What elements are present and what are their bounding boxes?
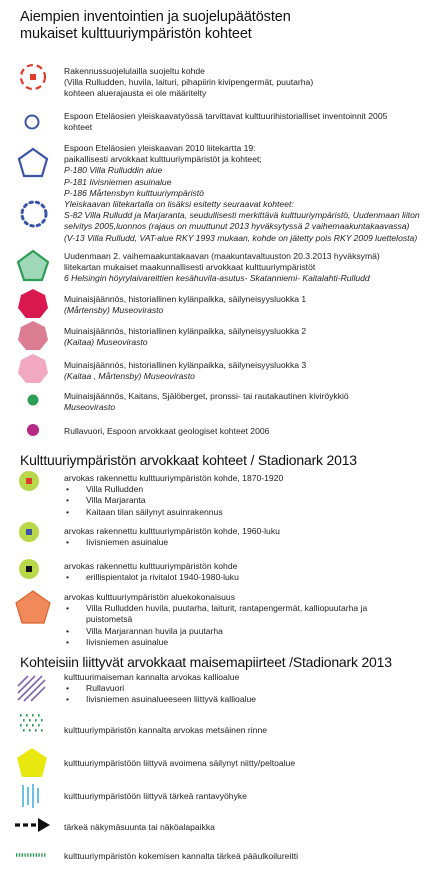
legend-item-built-1960s: [64, 526, 280, 548]
legend-text: (V-13 Villa Rulludd, VAT-alue RKY 1993 mukaan, kohde on jätetty pois RKY 2009 luettelosta): [64, 232, 418, 243]
legend-text: P-181 Iivisniemen asuinalue: [64, 176, 172, 187]
legend-item-village-class3: [64, 360, 306, 382]
legend-text: kohteet: [64, 122, 93, 133]
legend-bullet: • Villa Marjarannan huvila ja puutarha: [64, 626, 367, 637]
green-dot-grid-icon: [18, 712, 44, 734]
blue-ring-icon: [22, 112, 42, 132]
legend-text: Rakennussuojelulailla suojeltu kohde: [64, 66, 205, 76]
green-dot-icon: [25, 392, 41, 408]
legend-item-local-sites-2010: [64, 143, 262, 199]
legend-text: (Villa Rulludden, huvila, laituri, pihapiirin kivipengermät, puutarha): [64, 77, 314, 88]
legend-item-other-sites: [64, 199, 420, 244]
legend-text: kulttuurimaiseman kannalta arvokas kallioalue: [64, 672, 240, 682]
section3-title: Kohteisiin liittyvät arvokkaat maisemapiirteet /Stadionark 2013: [20, 654, 392, 670]
legend-item-meadow: [64, 758, 295, 769]
legend-item-geological: [64, 426, 269, 437]
legend-item-regional-plan: [64, 251, 380, 285]
legend-text: tärkeä näkymäsuunta tai näköalapaikka: [64, 822, 215, 832]
legend-text: kulttuuriympäristön kannalta arvokas metsäinen rinne: [64, 725, 268, 735]
lime-circle-blue-square-icon: [18, 521, 40, 543]
magenta-dot-icon: [25, 422, 41, 438]
legend-item-built-1870-1920: [64, 473, 283, 518]
legend-item-village-class1: [64, 294, 306, 316]
legend-bullet: • erillispientalot ja rivitalot 1940-1980-luku: [64, 572, 239, 583]
section2-title: Kulttuuriympäristön arvokkaat kohteet / Stadionark 2013: [20, 452, 357, 468]
cyan-vertical-lines-icon: [20, 783, 42, 809]
legend-item-built-houses: [64, 561, 239, 583]
legend-text: arvokas rakennettu kulttuuriympäristön kohde, 1960-luku: [64, 526, 280, 536]
legend-text: arvokas rakennettu kulttuuriympäristön kohde, 1870-1920: [64, 473, 284, 483]
legend-item-view-direction: [64, 822, 215, 833]
purple-hatch-icon: [16, 674, 46, 702]
legend-text: kulttuuriympäristön kokemisen kannalta tärkeä pääulkoilureitti: [64, 851, 299, 861]
lime-circle-red-square-icon: [18, 470, 40, 492]
legend-text: Espoon Eteläosien yleiskaavatyössä tarvittavat kulttuurihistorialliset inventoinnit 2005: [64, 111, 388, 121]
legend-item-inventory-2005: [64, 111, 387, 133]
section1-title-line2: mukaiset kulttuuriympäristön kohteet: [20, 26, 252, 42]
section1-title-line1: Aiempien inventointien ja suojelupäätösten: [20, 9, 291, 25]
legend-bullet: • Kaitaan tilan säilynyt asuinrakennus: [64, 507, 283, 518]
legend-text: (Kaitaa) Museovirasto: [64, 337, 148, 348]
legend-text: S-82 Villa Rulludd ja Marjaranta, seudullisesti merkittävä kulttuuriympäristö, Uudenmaan liiton: [64, 210, 420, 221]
lime-circle-black-square-icon: [18, 558, 40, 580]
legend-text: (Mårtensby) Museovirasto: [64, 305, 164, 316]
section1-title: [20, 9, 291, 43]
legend-item-rock-area: [64, 672, 256, 706]
legend-item-village-class2: [64, 326, 306, 348]
legend-text: paikallisesti arvokkaat kulttuuriympäristöt ja kohteet;: [64, 154, 262, 165]
legend-bullet: • Iivisniemen asuinalueeseen liittyvä kallioalue: [64, 694, 256, 705]
red-dashed-circle-icon: [18, 62, 48, 92]
legend-text: Muinaisjäännös, historiallinen kylänpaikka, säilyneisyysluokka 1: [64, 294, 307, 304]
yellow-pentagon-icon: [14, 746, 50, 780]
pink-heptagon-icon: [17, 353, 49, 385]
legend-text: Yleiskaavan liitekartalla on lisäksi esitetty seuraavat kohteet:: [64, 199, 294, 209]
orange-pentagon-icon: [13, 588, 53, 628]
blue-pentagon-outline-icon: [16, 146, 50, 180]
legend-text: Espoon Eteläosien yleiskaavan 2010 liitekartta 19:: [64, 143, 256, 153]
legend-text: arvokas rakennettu kulttuuriympäristön kohde: [64, 561, 238, 571]
legend-item-protected-building: [64, 66, 313, 100]
legend-text: Muinaisjäännös, historiallinen kylänpaikka, säilyneisyysluokka 3: [64, 360, 307, 370]
legend-item-forest-slope: [64, 725, 267, 736]
legend-text: arvokas kulttuuriympäristön aluekokonaisuus: [64, 592, 236, 602]
legend-text: selvitys 2005,luonnos (rajaus on muuttunut 2013 hyväksytyssä 2 vaihemaakuntakaavassa): [64, 221, 410, 232]
legend-bullet-continuation: puistometsä: [86, 614, 133, 625]
legend-bullet: • Villa Marjaranta: [64, 495, 283, 506]
legend-item-shore-zone: [64, 791, 247, 802]
legend-bullet: • Iivisniemen asuinalue: [64, 537, 280, 548]
green-dashed-line-icon: [14, 850, 50, 860]
legend-text: Muinaisjäännös, Kaitans, Själöberget, pronssi- tai rautakautinen kiviröykkiö: [64, 391, 349, 401]
dashed-arrow-icon: [14, 816, 52, 834]
legend-text: (Kaitaa , Mårtensby) Museovirasto: [64, 371, 195, 382]
legend-text: Museovirasto: [64, 402, 116, 413]
legend-bullet: • Villa Rulludden huvila, puutarha, laiturit, rantapengermät, kalliopuutarha ja: [64, 603, 367, 614]
legend-text: Rullavuori, Espoon arvokkaat geologiset kohteet 2006: [64, 426, 270, 436]
legend-item-outdoor-route: [64, 851, 298, 862]
legend-text: 6 Helsingin höyrylaivareittien kesähuvila-asutus- Skatanniemi- Kaitalahti-Rulludd: [64, 273, 370, 284]
legend-text: P-186 Mårtensbyn kulttuuriympäristö: [64, 187, 204, 198]
legend-text: kulttuuriympäristöön liittyvä avoimena säilynyt niitty/peltoalue: [64, 758, 296, 768]
legend-item-area-entity: [64, 592, 367, 648]
legend-text: Uudenmaan 2. vaihemaakuntakaavan (maakuntavaltuuston 20.3.2013 hyväksymä): [64, 251, 380, 261]
legend-bullet: • Villa Rulludden: [64, 484, 283, 495]
legend-bullet: • Iivisniemen asuinalue: [64, 637, 367, 648]
legend-text: P-180 Villa Rulluddin alue: [64, 165, 163, 176]
legend-text: kohteen aluerajausta ei ole määritelty: [64, 88, 207, 99]
legend-text: liitekartan mukaiset maakunnallisesti arvokkaat kulttuuriympäristöt: [64, 262, 316, 273]
blue-dotted-circle-icon: [18, 198, 50, 230]
rose-heptagon-icon: [17, 320, 49, 352]
legend-text: kulttuuriympäristöön liittyvä tärkeä rantavyöhyke: [64, 791, 247, 801]
legend-bullet: • Rullavuori: [64, 683, 256, 694]
crimson-heptagon-icon: [17, 288, 49, 320]
legend-text: Muinaisjäännös, historiallinen kylänpaikka, säilyneisyysluokka 2: [64, 326, 307, 336]
legend-item-cairn: [64, 391, 349, 413]
green-pentagon-icon: [15, 248, 51, 284]
